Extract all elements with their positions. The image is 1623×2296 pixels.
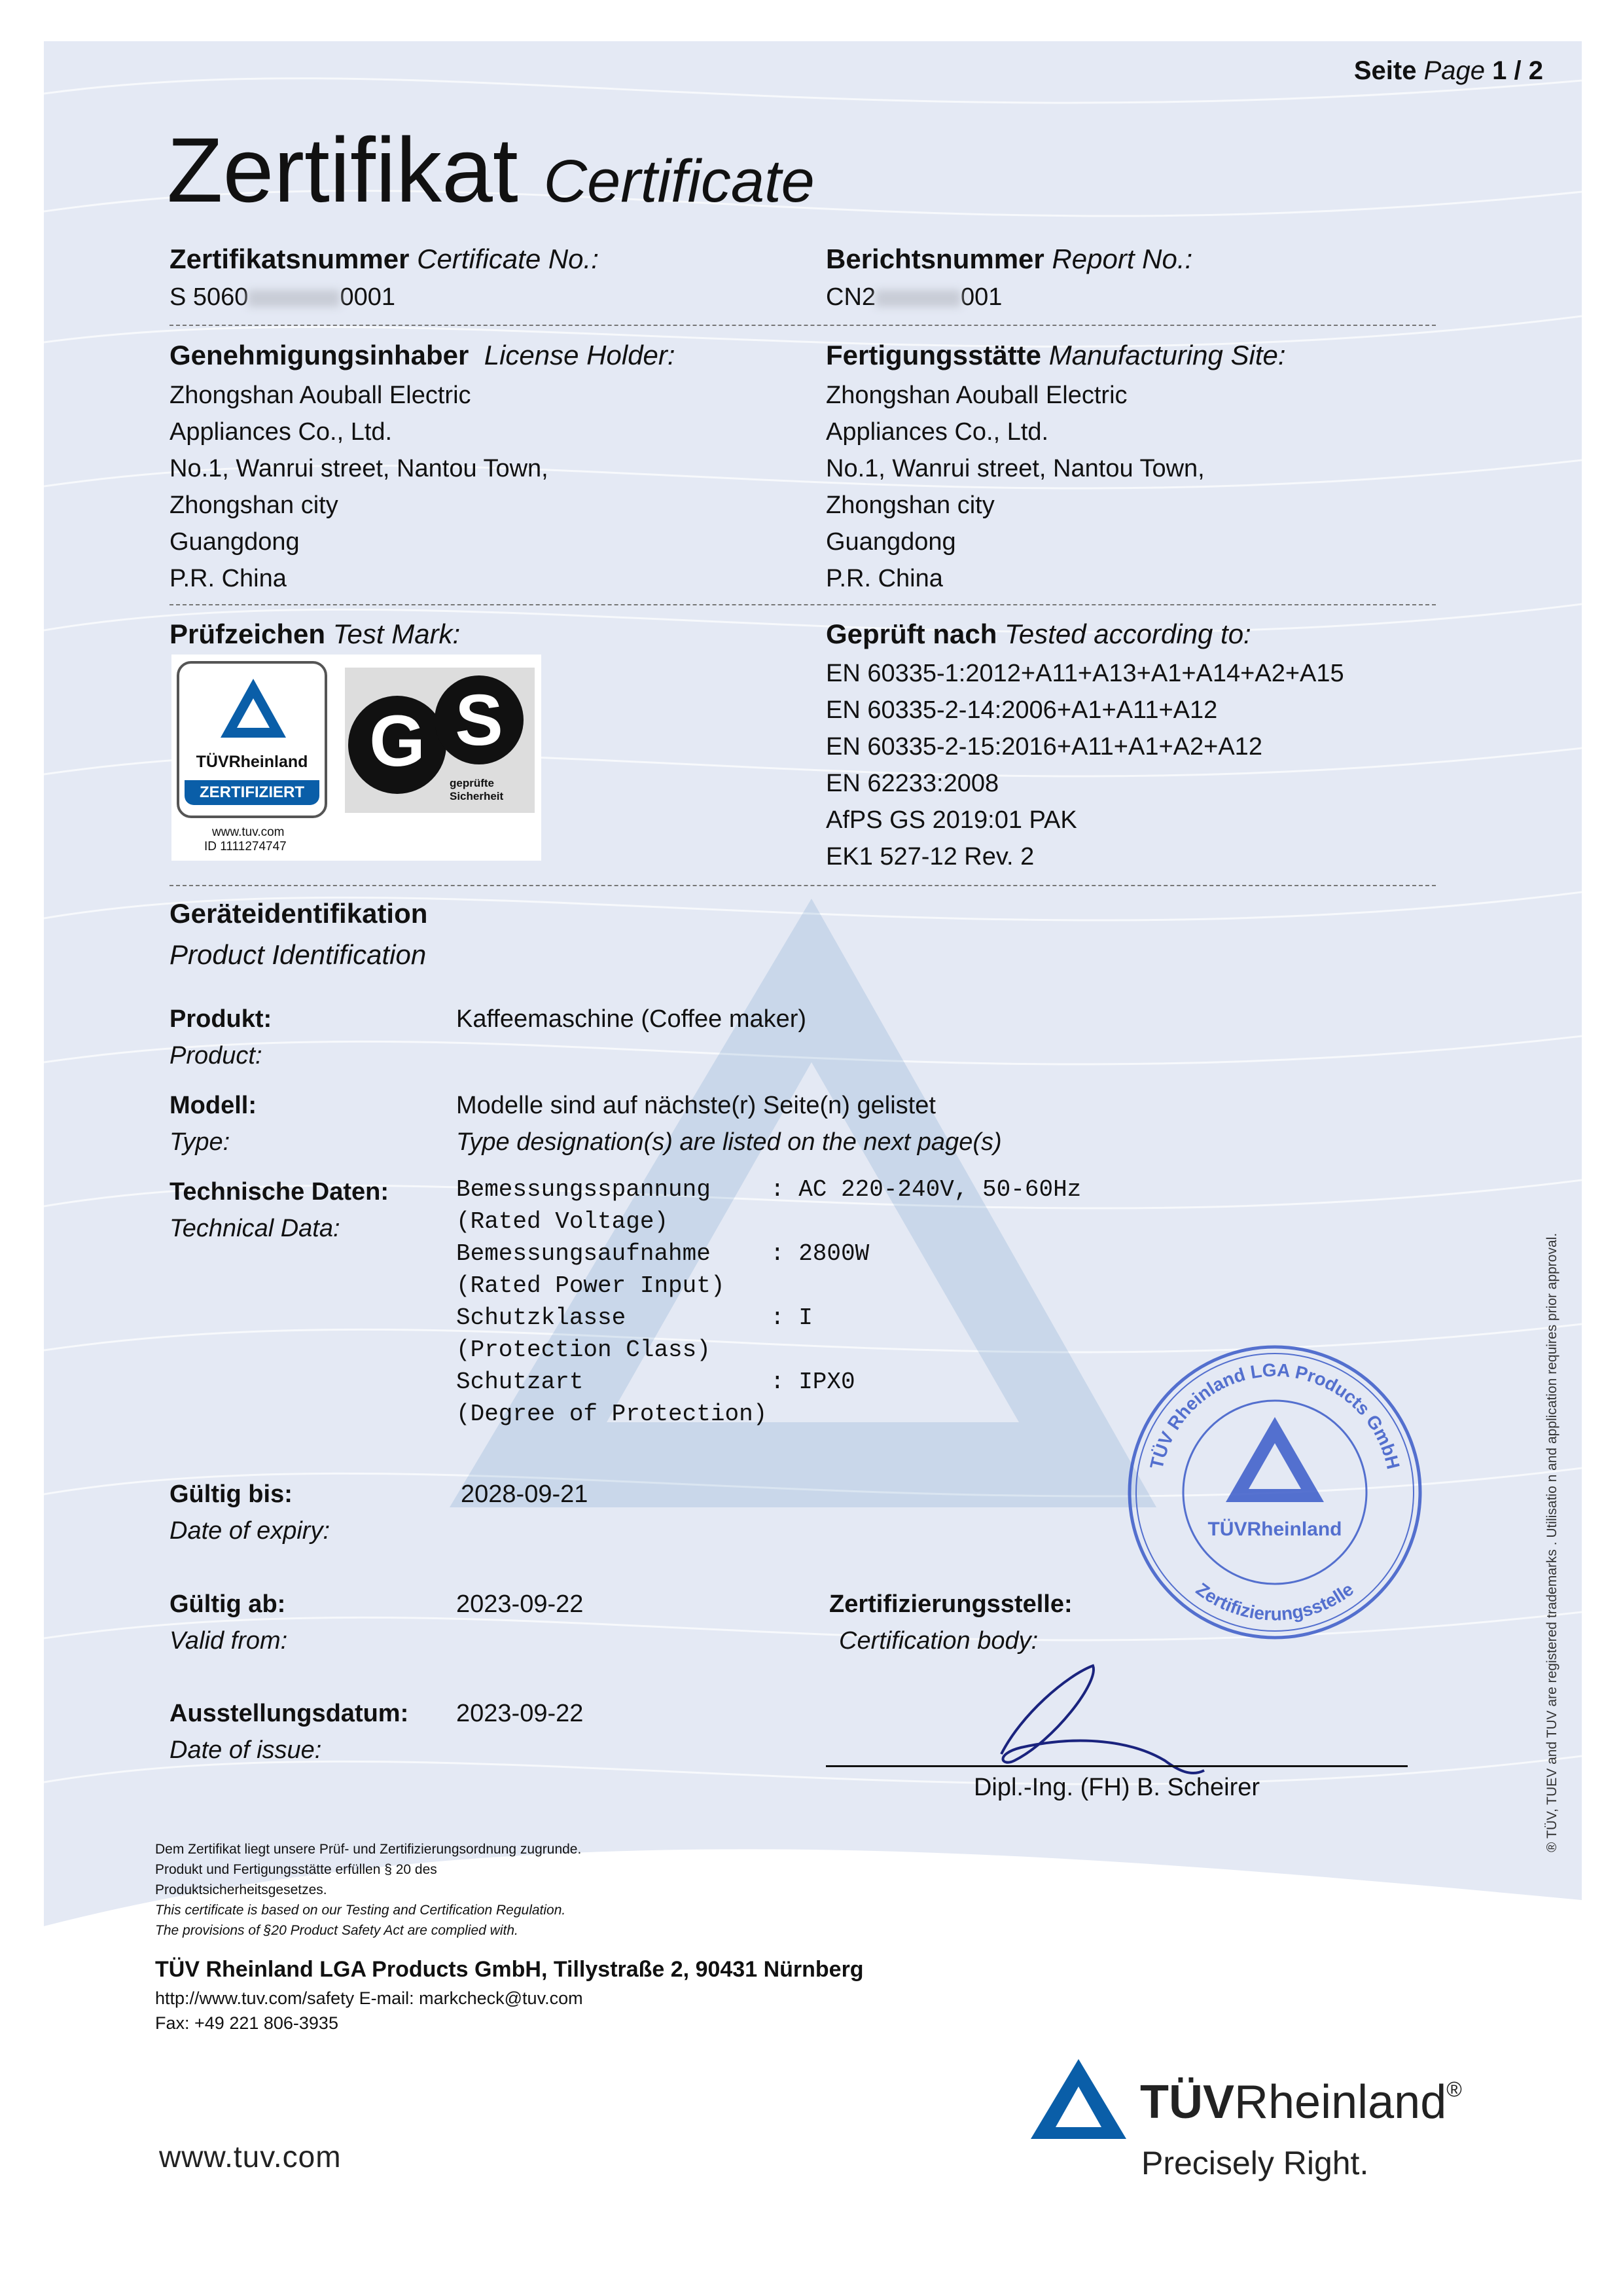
- product-label: Produkt:: [169, 1005, 272, 1033]
- model-label-en: Type:: [169, 1128, 230, 1156]
- spec-name-en: (Rated Voltage): [456, 1208, 669, 1235]
- certificate-no-label: Zertifikatsnummer Certificate No.:: [169, 243, 599, 274]
- product-label-en: Product:: [169, 1042, 262, 1069]
- title-en: Certificate: [543, 148, 815, 215]
- spec-name-en: (Degree of Protection): [456, 1401, 768, 1427]
- standard-item: EN 60335-1:2012+A11+A13+A1+A14+A2+A15: [826, 660, 1344, 687]
- address-line: Zhongshan Aouball Electric: [169, 382, 471, 409]
- address-line: Zhongshan city: [169, 492, 338, 519]
- issue-date-label-en: Date of issue:: [169, 1736, 322, 1764]
- valid-from-value: 2023-09-22: [456, 1590, 584, 1618]
- divider: [169, 885, 1436, 886]
- valid-from-label: Gültig ab:: [169, 1590, 286, 1618]
- test-mark-id: ID 1111274747: [204, 840, 287, 853]
- test-mark-logos: [171, 655, 541, 861]
- spec-value: : IPX0: [770, 1369, 855, 1395]
- tested-according-label: Geprüft nach Tested according to:: [826, 619, 1251, 649]
- address-line: No.1, Wanrui street, Nantou Town,: [169, 455, 548, 482]
- spec-name: Schutzart: [456, 1369, 584, 1395]
- standard-item: EK1 527-12 Rev. 2: [826, 843, 1035, 870]
- model-label: Modell:: [169, 1092, 257, 1119]
- gs-mark: [345, 668, 535, 813]
- issue-date-label: Ausstellungsdatum:: [169, 1700, 409, 1727]
- tuv-triangle-icon: [217, 675, 289, 741]
- standard-item: EN 60335-2-15:2016+A11+A1+A2+A12: [826, 733, 1262, 761]
- divider: [169, 325, 1436, 326]
- manufacturing-site-label: Fertigungsstätte Manufacturing Site:: [826, 340, 1286, 370]
- divider: [169, 604, 1436, 605]
- stamp-bottom-text: Zertifizierungsstelle: [1192, 1579, 1358, 1624]
- note-line: The provisions of §20 Product Safety Act are complied with.: [155, 1923, 518, 1938]
- note-line: This certificate is based on our Testing and Certification Regulation.: [155, 1903, 566, 1918]
- note-line: Produktsicherheitsgesetzes.: [155, 1882, 327, 1897]
- address-line: Zhongshan city: [826, 492, 995, 519]
- address-line: Guangdong: [826, 528, 956, 556]
- product-identification-heading: Geräteidentifikation: [169, 898, 428, 929]
- technical-data-label: Technische Daten:: [169, 1178, 389, 1206]
- standard-item: AfPS GS 2019:01 PAK: [826, 806, 1077, 834]
- spec-value: : 2800W: [770, 1240, 870, 1267]
- page-label-en: Page: [1423, 56, 1486, 85]
- model-value-en: Type designation(s) are listed on the next page(s): [456, 1128, 1002, 1156]
- wave-pattern: [44, 41, 1582, 1939]
- tuv-badge: ZERTIFIZIERT: [185, 780, 319, 805]
- test-mark-label: Prüfzeichen Test Mark:: [169, 619, 461, 649]
- gs-text: Sicherheit: [450, 790, 504, 802]
- address-line: No.1, Wanrui street, Nantou Town,: [826, 455, 1205, 482]
- trademark-note: ® TÜV, TUEV and TUV are registered trademarks . Utilisatio n and application requires prior approval.: [1544, 1232, 1560, 1852]
- page-label-de: Seite: [1353, 56, 1417, 85]
- address-line: Zhongshan Aouball Electric: [826, 382, 1128, 409]
- spec-name: Bemessungsaufnahme: [456, 1240, 711, 1267]
- technical-data-label-en: Technical Data:: [169, 1215, 340, 1242]
- tuv-logo-icon: [1031, 2059, 1126, 2139]
- company-name: TÜV Rheinland LGA Products GmbH, Tillystraße 2, 90431 Nürnberg: [155, 1957, 864, 1982]
- stamp-center-text: TÜVRheinland: [1207, 1518, 1342, 1540]
- footer-brand: TÜVRheinland®: [1140, 2076, 1462, 2128]
- standard-item: EN 60335-2-14:2006+A1+A11+A12: [826, 696, 1218, 724]
- standard-item: EN 62233:2008: [826, 770, 999, 797]
- valid-from-label-en: Valid from:: [169, 1627, 288, 1655]
- expiry-label: Gültig bis:: [169, 1480, 293, 1508]
- gs-logo-icon: [345, 668, 535, 813]
- spec-name-en: (Protection Class): [456, 1336, 711, 1363]
- test-mark-url: www.tuv.com: [212, 825, 285, 839]
- model-value: Modelle sind auf nächste(r) Seite(n) gelistet: [456, 1092, 936, 1119]
- spec-name: Schutzklasse: [456, 1304, 626, 1331]
- report-no-value: CN2 001: [826, 283, 1003, 311]
- svg-text:G: G: [369, 701, 425, 781]
- stamp-top-text: TÜV Rheinland LGA Products GmbH: [1146, 1359, 1404, 1471]
- certificate-background: [44, 41, 1582, 1939]
- footer-website[interactable]: www.tuv.com: [159, 2140, 342, 2174]
- address-line: Guangdong: [169, 528, 300, 556]
- footer-slogan: Precisely Right.: [1141, 2145, 1369, 2181]
- svg-text:S: S: [455, 680, 503, 761]
- certification-body-label-en: Certification body:: [839, 1627, 1039, 1655]
- certificate-no-value: S 5060 0001: [169, 283, 395, 311]
- certification-body-label: Zertifizierungsstelle:: [829, 1590, 1073, 1618]
- page-indicator: [1354, 58, 1543, 84]
- company-fax: Fax: +49 221 806-3935: [155, 2013, 338, 2033]
- address-line: P.R. China: [826, 565, 943, 592]
- redacted-blur: [876, 290, 961, 307]
- spec-name-en: (Rated Power Input): [456, 1272, 725, 1299]
- official-stamp: [1124, 1342, 1425, 1643]
- expiry-label-en: Date of expiry:: [169, 1517, 330, 1545]
- gs-text: geprüfte: [450, 777, 494, 789]
- report-no-label: Berichtsnummer Report No.:: [826, 243, 1193, 274]
- company-contact[interactable]: http://www.tuv.com/safety E-mail: markcheck@tuv.com: [155, 1988, 583, 2008]
- note-line: Produkt und Fertigungsstätte erfüllen § 20 des: [155, 1862, 437, 1877]
- signature: [982, 1662, 1230, 1787]
- title-de: Zertifikat: [167, 118, 518, 221]
- redacted-blur: [248, 290, 340, 307]
- product-identification-subheading: Product Identification: [169, 939, 427, 970]
- page-title: [167, 118, 815, 221]
- product-value: Kaffeemaschine (Coffee maker): [456, 1005, 807, 1033]
- spec-value: : I: [770, 1304, 813, 1331]
- tuv-brand-text: TÜVRheinland: [196, 753, 308, 771]
- address-line: P.R. China: [169, 565, 287, 592]
- license-holder-label: Genehmigungsinhaber License Holder:: [169, 340, 675, 370]
- address-line: Appliances Co., Ltd.: [169, 418, 393, 446]
- page-number: 1 / 2: [1492, 56, 1543, 85]
- address-line: Appliances Co., Ltd.: [826, 418, 1049, 446]
- signature-line: [826, 1765, 1408, 1767]
- svg-text:Zertifizierungsstelle: [1192, 1579, 1357, 1624]
- expiry-value: 2028-09-21: [461, 1480, 588, 1508]
- spec-name: Bemessungsspannung: [456, 1176, 711, 1203]
- issue-date-value: 2023-09-22: [456, 1700, 584, 1727]
- tuv-certified-mark: [177, 661, 327, 818]
- spec-value: : AC 220-240V, 50-60Hz: [770, 1176, 1082, 1203]
- note-line: Dem Zertifikat liegt unsere Prüf- und Zertifizierungsordnung zugrunde.: [155, 1842, 582, 1857]
- signatory-name: Dipl.-Ing. (FH) B. Scheirer: [973, 1774, 1260, 1801]
